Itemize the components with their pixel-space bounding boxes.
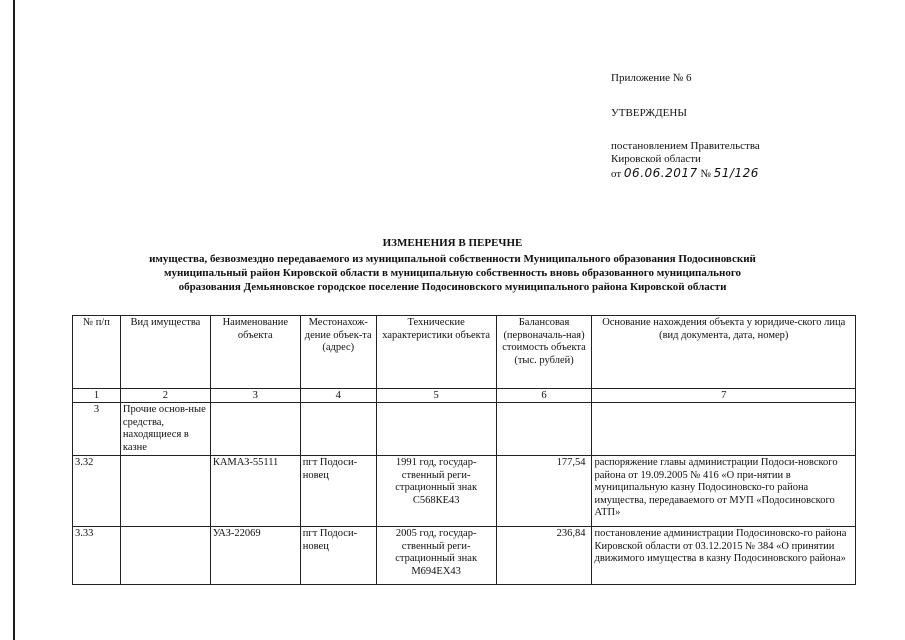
document-subtitle-line-1: имущества, безвозмездно передаваемого из муниципальной собственности Муниципального образования Подосиновский [149,253,756,265]
section-number: 3 [73,403,121,456]
page-edge-rule [13,0,15,640]
column-number: 4 [300,389,376,403]
row-basis: постановление администрации Подосиновско-го района Кировской области от 03.12.2015 № 384 «О принятии движимого имущества в казну Подосиновского района» [592,527,856,585]
empty-cell [376,403,496,456]
table-header-row [73,316,856,389]
resolution-prefix: от [611,168,622,180]
table-row [73,456,856,527]
section-type: Прочие основ-ные средства, находящиеся в казне [120,403,210,456]
row-specs: 1991 год, государ-ственный реги-страционный знак С568КЕ43 [376,456,496,527]
row-specs: 2005 год, государ-ственный реги-страционный знак М694ЕХ43 [376,527,496,585]
resolution-line-1: постановлением Правительства [611,140,760,152]
column-number: 7 [592,389,856,403]
column-number: 5 [376,389,496,403]
row-number: 3.32 [73,456,121,527]
document-subtitle-line-2: муниципальный район Кировской области в муниципальную собственность вновь образованного муниципального [163,267,742,279]
resolution-date: 06.06.2017 [623,166,698,180]
col-header-location: Местонахож-дение объек-та (адрес) [300,316,376,389]
document-title: ИЗМЕНЕНИЯ В ПЕРЕЧНЕ [382,237,523,249]
row-value: 177,54 [496,456,592,527]
row-location: пгт Подоси-новец [300,527,376,585]
col-header-type: Вид имущества [120,316,210,389]
column-number: 1 [73,389,121,403]
resolution-number-sign: № [700,168,711,180]
col-header-value: Балансовая (первоначаль-ная) стоимость объекта (тыс. рублей) [496,316,592,389]
resolution-number: 51/126 [713,166,759,180]
table-row [73,527,856,585]
row-value: 236,84 [496,527,592,585]
row-number: 3.33 [73,527,121,585]
column-number-row [73,389,856,403]
column-number: 6 [496,389,592,403]
appendix-label: Приложение № 6 [611,72,692,84]
row-location: пгт Подоси-новец [300,456,376,527]
row-name: УАЗ-22069 [210,527,300,585]
approved-label: УТВЕРЖДЕНЫ [611,107,687,119]
empty-cell [300,403,376,456]
col-header-specs: Технические характеристики объекта [376,316,496,389]
document-subtitle-line-3: образования Демьяновское городское поселение Подосиновского муниципального района Кировской области [178,281,727,293]
resolution-line-3 [611,166,759,180]
empty-cell [496,403,592,456]
property-list-table [72,315,856,585]
col-header-basis: Основание нахождения объекта у юридиче-ского лица (вид документа, дата, номер) [592,316,856,389]
column-number: 3 [210,389,300,403]
empty-cell [592,403,856,456]
row-type [120,527,210,585]
row-type [120,456,210,527]
resolution-line-2: Кировской области [611,153,701,165]
empty-cell [210,403,300,456]
row-basis: распоряжение главы администрации Подоси-новского района от 19.09.2005 № 416 «О при-нятии в муниципальную казну Подосиновско-го района имущества, передаваемого от МУП «Подосиновского АТП» [592,456,856,527]
column-number: 2 [120,389,210,403]
section-row [73,403,856,456]
row-name: КАМАЗ-55111 [210,456,300,527]
col-header-name: Наименование объекта [210,316,300,389]
col-header-number: № п/п [73,316,121,389]
